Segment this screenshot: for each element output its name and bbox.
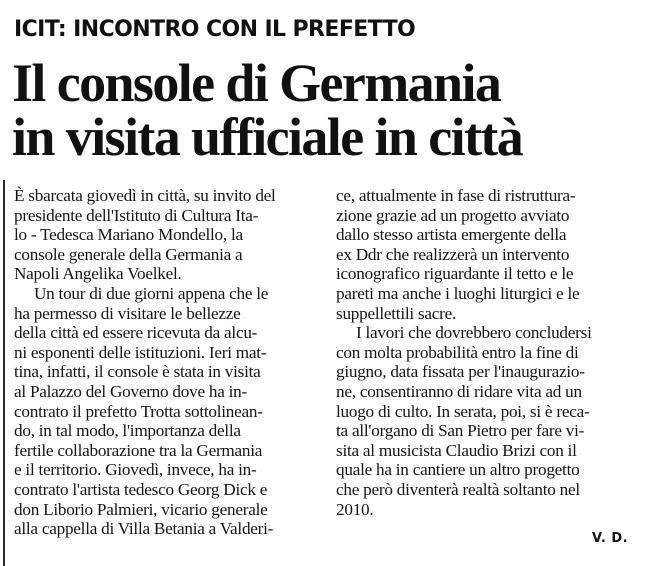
body-line: ta all'organo di San Pietro per fare vi- [336,421,585,441]
headline [12,53,523,167]
body-line: 2010. [336,499,374,519]
body-line: lo - Tedesca Mariano Mondello, la [14,225,243,245]
body-line: sita al musicista Claudio Brizi con il [336,440,577,460]
body-line: È sbarcata giovedì in città, su invito del [14,186,276,205]
headline-line: Il console di Germania [12,53,501,113]
body-line: console generale della Germania a [14,244,243,264]
body-line: contrato il prefetto Trotta sottolinean- [14,401,263,421]
author-signature: V. D. [592,531,629,546]
body-line: ne, consentiranno di ridare vita ad un [336,381,582,401]
body-line: ce, attualmente in fase di ristruttura- [336,186,576,205]
body-line: Napoli Angelika Voelkel. [14,264,182,284]
body-line: con molta probabilità entro la fine di [336,342,579,362]
body-line: che però diventerà realtà soltanto nel [336,479,580,499]
body-line: I lavori che dovrebbero concludersi [356,323,592,343]
body-line: al Palazzo del Governo dove ha in- [14,381,247,401]
headline-line: in visita ufficiale in città [12,107,523,167]
body-line: luogo di culto. In serata, poi, si è reca- [336,401,590,421]
body-line: contrato l'artista tedesco Georg Dick e [14,479,268,499]
kicker: ICIT: INCONTRO CON IL PREFETTO [14,17,416,42]
body-line: zione grazie ad un progetto avviato [336,205,570,225]
body-column-left [14,186,314,539]
body-line: giugno, data fissata per l'inaugurazio- [336,362,585,382]
body-line: tina, infatti, il console è stata in visita [14,362,261,382]
body-line: alla cappella di Villa Betania a Valderi- [14,519,274,539]
body-line: ni esponenti delle istituzioni. Ieri mat- [14,342,267,362]
body-line: ex Ddr che realizzerà un intervento [336,244,570,264]
body-line: suppellettili sacre. [336,303,457,323]
body-line: dallo stesso artista emergente della [336,225,567,245]
body-line: do, in tal modo, l'importanza della [14,421,241,441]
body-line: pareti ma anche i luoghi liturgici e le [336,283,580,303]
body-line: don Liborio Palmieri, vicario generale [14,499,268,519]
body-line: della città ed essere ricevuta da alcu- [14,323,258,343]
body-line: e il territorio. Giovedì, invece, ha in- [14,460,257,480]
body-line: ha permesso di visitare le bellezze [14,303,241,323]
body-line: iconografico riguardante il tetto e le [336,264,574,284]
body-line: presidente dell'Istituto di Cultura Ita- [14,205,259,225]
body-line: fertile collaborazione tra la Germania [14,440,263,460]
body-line: quale ha in cantiere un altro progetto [336,460,580,480]
body-column-right [336,186,636,519]
body-line: Un tour di due giorni appena che le [34,283,269,303]
column-edge-rule [3,180,5,566]
